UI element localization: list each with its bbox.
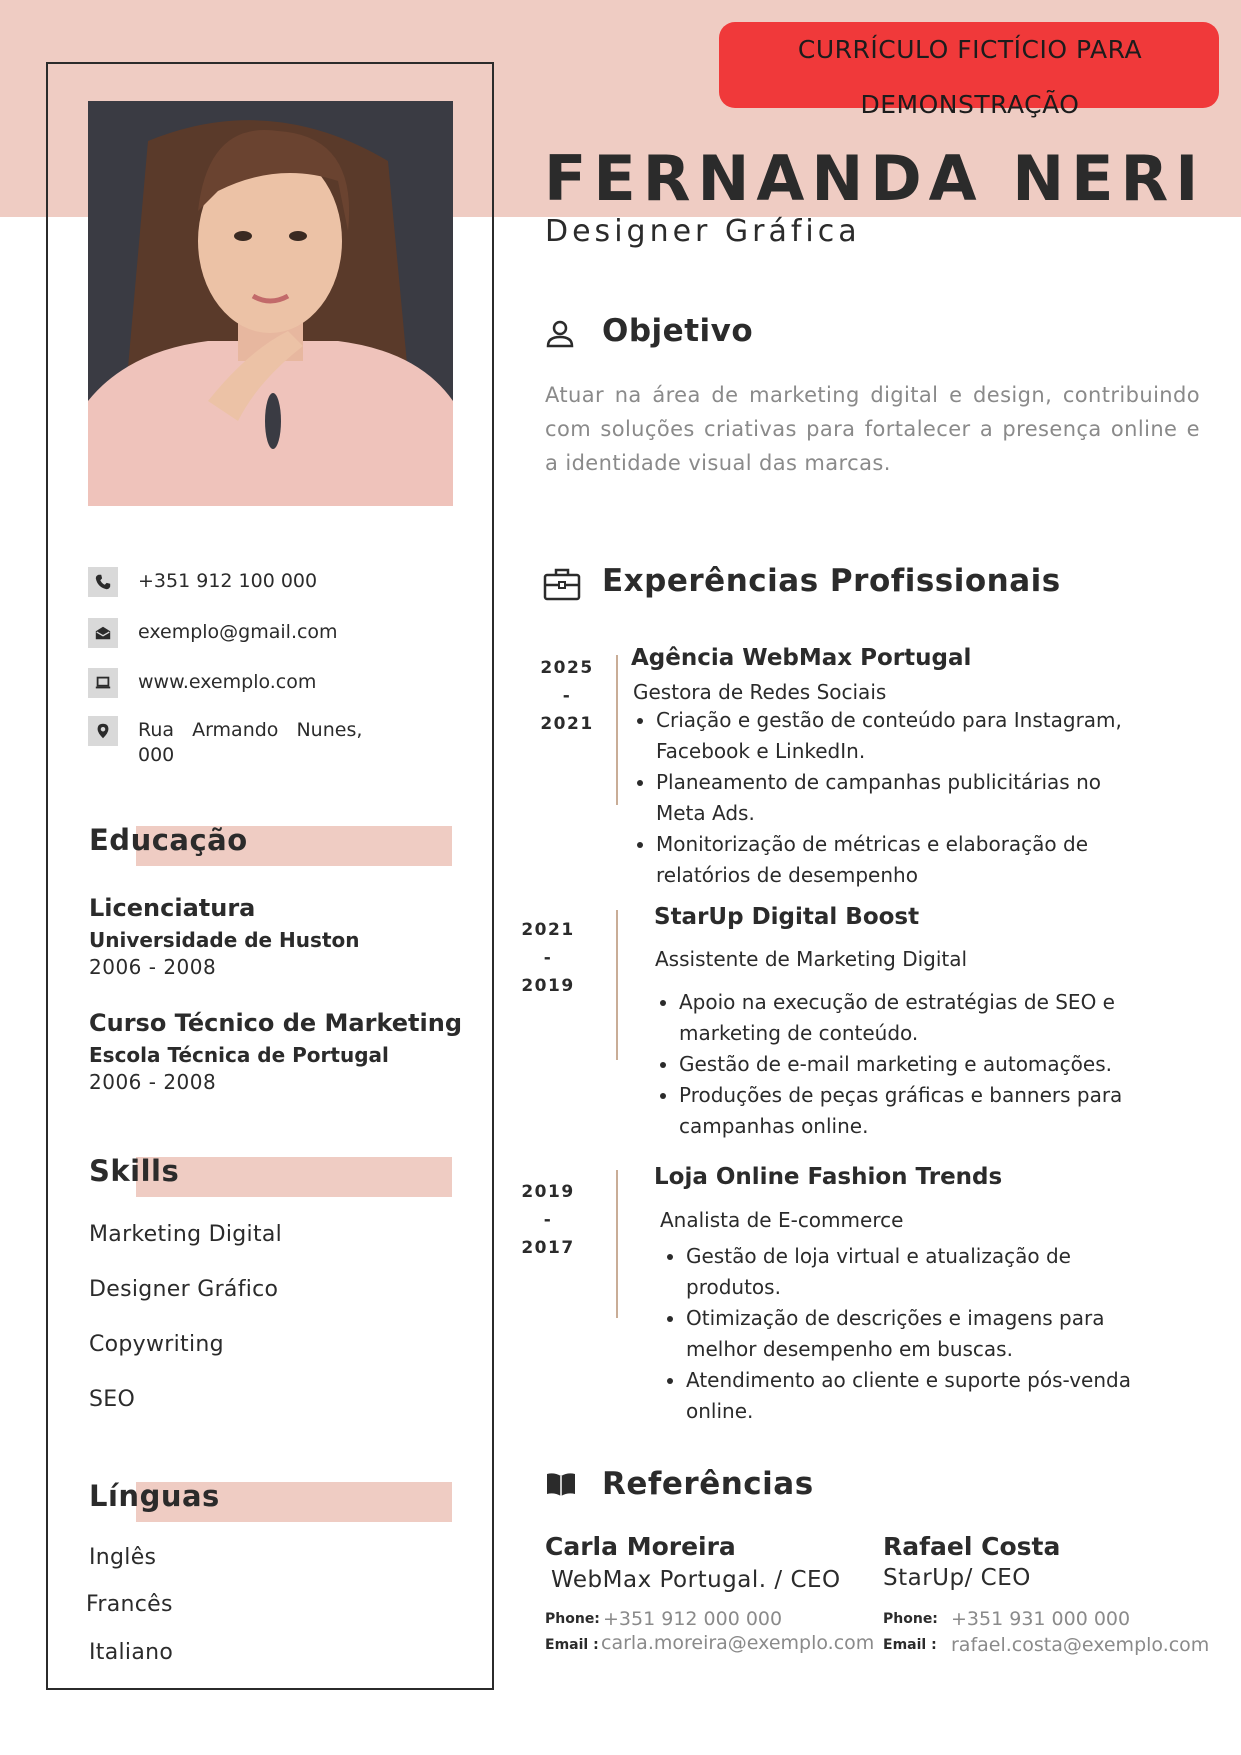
timeline-line <box>616 655 618 805</box>
reference-role: WebMax Portugal. / CEO <box>551 1567 841 1593</box>
job-bullet: • Atendimento ao cliente e suporte pós-venda online. <box>686 1365 1146 1427</box>
contact-email <box>88 618 338 648</box>
reference-phone-label: Phone: <box>883 1611 938 1627</box>
languages-title: Línguas <box>89 1479 220 1513</box>
job-bullet: • Criação e gestão de conteúdo para Instagram, Facebook e LinkedIn. <box>656 705 1136 767</box>
job-year-separator: - <box>562 686 572 706</box>
address-line-2: 000 <box>138 744 175 766</box>
job-years <box>537 654 597 738</box>
address-line-1: Rua Armando Nunes, <box>138 719 363 741</box>
skills-title: Skills <box>89 1154 180 1188</box>
reference-email-label: Email : <box>883 1637 937 1653</box>
reference-name: Carla Moreira <box>545 1532 736 1561</box>
job-role: Assistente de Marketing Digital <box>655 947 968 971</box>
education-title: Educação <box>89 823 248 857</box>
job-bullets <box>632 705 1136 891</box>
reference-phone: +351 912 000 000 <box>603 1608 783 1630</box>
language-item: Francês <box>86 1592 173 1617</box>
skill-item: Copywriting <box>89 1332 224 1357</box>
job-bullets <box>662 1241 1146 1427</box>
profile-photo <box>88 101 453 506</box>
job-bullet: • Planeamento de campanhas publicitárias no Meta Ads. <box>656 767 1136 829</box>
demo-stamp-text <box>735 22 1205 132</box>
reference-email-label: Email : <box>545 1637 599 1653</box>
job-company: Loja Online Fashion Trends <box>654 1164 1003 1190</box>
job-company: Agência WebMax Portugal <box>631 645 972 671</box>
experience-title: Experências Profissionais <box>602 563 1061 599</box>
timeline-line <box>616 910 618 1060</box>
job-start-year: 2019 <box>521 1182 575 1202</box>
job-end-year: 2021 <box>540 714 594 734</box>
references-title: Referências <box>602 1466 814 1502</box>
job-bullet: • Gestão de e-mail marketing e automações. <box>679 1049 1149 1080</box>
demo-stamp-line-1: CURRÍCULO FICTÍCIO PARA <box>797 35 1143 64</box>
skill-item: Designer Gráfico <box>89 1277 279 1302</box>
job-start-year: 2021 <box>521 920 575 940</box>
open-book-icon <box>545 1470 577 1498</box>
education-school: Escola Técnica de Portugal <box>89 1043 389 1067</box>
reference-email: rafael.costa@exemplo.com <box>951 1634 1210 1656</box>
job-company: StarUp Digital Boost <box>654 904 920 930</box>
job-year-separator: - <box>543 1210 553 1230</box>
laptop-icon <box>88 668 118 698</box>
contact-address <box>88 716 362 768</box>
job-role: Gestora de Redes Sociais <box>633 680 887 704</box>
timeline-line <box>616 1170 618 1318</box>
demo-stamp-line-2: DEMONSTRAÇÃO <box>860 90 1080 119</box>
reference-role: StarUp/ CEO <box>883 1565 1031 1591</box>
objective-title: Objetivo <box>602 313 754 349</box>
reference-phone-label: Phone: <box>545 1611 600 1627</box>
language-item: Inglês <box>89 1545 157 1570</box>
job-bullet: • Apoio na execução de estratégias de SEO e marketing de conteúdo. <box>679 987 1149 1049</box>
phone-icon <box>88 567 118 597</box>
job-end-year: 2017 <box>521 1238 575 1258</box>
job-bullet: • Monitorização de métricas e elaboração de relatórios de desempenho <box>656 829 1136 891</box>
job-start-year: 2025 <box>540 658 594 678</box>
education-years: 2006 - 2008 <box>89 955 217 979</box>
job-years <box>518 916 578 1000</box>
website-text: www.exemplo.com <box>138 671 317 693</box>
reference-name: Rafael Costa <box>883 1532 1061 1561</box>
education-years: 2006 - 2008 <box>89 1070 217 1094</box>
education-degree: Curso Técnico de Marketing <box>89 1009 463 1037</box>
envelope-icon <box>88 618 118 648</box>
address-text <box>138 716 362 768</box>
education-degree: Licenciatura <box>89 894 256 922</box>
job-bullet: • Gestão de loja virtual e atualização de produtos. <box>686 1241 1146 1303</box>
job-bullet: • Produções de peças gráficas e banners para campanhas online. <box>679 1080 1149 1142</box>
job-bullet: • Otimização de descrições e imagens para melhor desempenho em buscas. <box>686 1303 1146 1365</box>
candidate-name: FERNANDA NERI <box>544 142 1206 215</box>
phone-text: +351 912 100 000 <box>138 570 318 592</box>
candidate-role: Designer Gráfica <box>545 214 861 249</box>
contact-phone <box>88 567 317 597</box>
briefcase-icon <box>543 566 581 602</box>
skills-title-bar <box>136 1157 452 1197</box>
education-school: Universidade de Huston <box>89 928 360 952</box>
person-icon <box>543 318 577 350</box>
skill-item: Marketing Digital <box>89 1222 283 1247</box>
skill-item: SEO <box>89 1387 136 1412</box>
job-role: Analista de E-commerce <box>660 1208 904 1232</box>
email-text: exemplo@gmail.com <box>138 621 338 643</box>
contact-website <box>88 668 316 698</box>
objective-text: Atuar na área de marketing digital e design, contribuindo com soluções criativas para fortalecer a presença online e a identidade visual das marcas. <box>545 383 1200 475</box>
job-bullets <box>655 987 1149 1142</box>
reference-email: carla.moreira@exemplo.com <box>601 1632 875 1654</box>
location-pin-icon <box>88 716 118 746</box>
job-year-separator: - <box>543 948 553 968</box>
language-item: Italiano <box>89 1640 174 1665</box>
job-years <box>518 1178 578 1262</box>
job-end-year: 2019 <box>521 976 575 996</box>
reference-phone: +351 931 000 000 <box>951 1608 1131 1630</box>
